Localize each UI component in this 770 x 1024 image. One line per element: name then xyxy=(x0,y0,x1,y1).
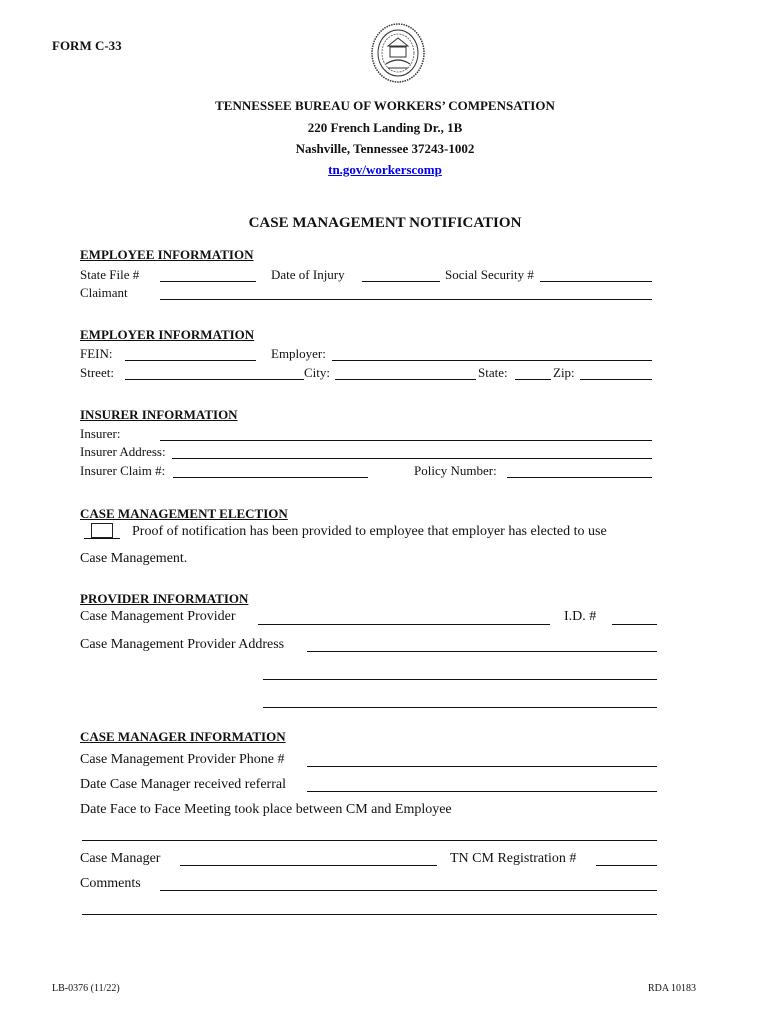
provider-section-heading: PROVIDER INFORMATION xyxy=(80,591,249,606)
fein-field[interactable] xyxy=(125,360,256,361)
claimant-field[interactable] xyxy=(160,299,652,300)
referral-date-field[interactable] xyxy=(307,791,657,792)
registration-field[interactable] xyxy=(596,865,657,866)
comments-field-1[interactable] xyxy=(160,890,657,891)
employer-field[interactable] xyxy=(332,360,652,361)
employee-section-heading: EMPLOYEE INFORMATION xyxy=(80,247,254,262)
employer-section-heading: EMPLOYER INFORMATION xyxy=(80,327,255,342)
referral-date-label: Date Case Manager received referral xyxy=(80,777,286,792)
insurer-claim-label: Insurer Claim #: xyxy=(80,463,166,478)
insurer-claim-field[interactable] xyxy=(173,477,368,478)
city-label: City: xyxy=(304,365,331,380)
state-field[interactable] xyxy=(515,379,551,380)
zip-label: Zip: xyxy=(553,365,575,380)
comments-label: Comments xyxy=(80,876,141,891)
date-of-injury-label: Date of Injury xyxy=(271,267,345,282)
manager-section-heading: CASE MANAGER INFORMATION xyxy=(80,729,286,744)
state-file-field[interactable] xyxy=(160,281,256,282)
date-of-injury-field[interactable] xyxy=(362,281,440,282)
provider-id-field[interactable] xyxy=(612,624,657,625)
ssn-label: Social Security # xyxy=(445,267,534,282)
provider-phone-label: Case Management Provider Phone # xyxy=(80,752,285,767)
state-seal-icon xyxy=(370,22,426,84)
city-field[interactable] xyxy=(335,379,476,380)
provider-address-field-2[interactable] xyxy=(263,679,657,680)
website-link[interactable]: tn.gov/workerscomp xyxy=(328,162,442,177)
face-to-face-field[interactable] xyxy=(82,840,657,841)
policy-number-field[interactable] xyxy=(507,477,652,478)
state-label: State: xyxy=(478,365,508,380)
form-number: FORM C-33 xyxy=(52,38,122,53)
insurer-section-heading: INSURER INFORMATION xyxy=(80,407,238,422)
face-to-face-label: Date Face to Face Meeting took place between CM and Employee xyxy=(80,802,452,817)
comments-field-2[interactable] xyxy=(82,914,657,915)
agency-name: TENNESSEE BUREAU OF WORKERS’ COMPENSATION xyxy=(215,98,555,113)
provider-field[interactable] xyxy=(258,624,550,625)
election-checkbox[interactable] xyxy=(91,523,113,538)
policy-number-label: Policy Number: xyxy=(414,463,497,478)
footer-form-code: LB-0376 (11/22) xyxy=(52,983,120,994)
insurer-address-label: Insurer Address: xyxy=(80,444,166,459)
election-checkbox-underline xyxy=(84,538,120,539)
insurer-label: Insurer: xyxy=(80,426,121,441)
agency-address-line2: Nashville, Tennessee 37243-1002 xyxy=(295,141,475,156)
case-manager-label: Case Manager xyxy=(80,851,161,866)
election-statement-continued: Case Management. xyxy=(80,551,188,566)
election-statement: Proof of notification has been provided to employee that employer has elected to use xyxy=(132,524,607,539)
street-field[interactable] xyxy=(125,379,304,380)
case-manager-field[interactable] xyxy=(180,865,437,866)
provider-address-label: Case Management Provider Address xyxy=(80,637,285,652)
street-label: Street: xyxy=(80,365,114,380)
form-title: CASE MANAGEMENT NOTIFICATION xyxy=(248,215,522,231)
employer-label: Employer: xyxy=(271,346,326,361)
election-section-heading: CASE MANAGEMENT ELECTION xyxy=(80,506,288,521)
agency-address-line1: 220 French Landing Dr., 1B xyxy=(307,120,463,135)
claimant-label: Claimant xyxy=(80,285,128,300)
footer-rda-number: RDA 10183 xyxy=(648,983,697,994)
zip-field[interactable] xyxy=(580,379,652,380)
insurer-field[interactable] xyxy=(160,440,652,441)
provider-address-field-1[interactable] xyxy=(307,651,657,652)
provider-label: Case Management Provider xyxy=(80,609,236,624)
ssn-field[interactable] xyxy=(540,281,652,282)
fein-label: FEIN: xyxy=(80,346,113,361)
registration-label: TN CM Registration # xyxy=(450,851,577,866)
insurer-address-field[interactable] xyxy=(172,458,652,459)
provider-id-label: I.D. # xyxy=(564,609,597,624)
provider-phone-field[interactable] xyxy=(307,766,657,767)
provider-address-field-3[interactable] xyxy=(263,707,657,708)
state-file-label: State File # xyxy=(80,267,140,282)
